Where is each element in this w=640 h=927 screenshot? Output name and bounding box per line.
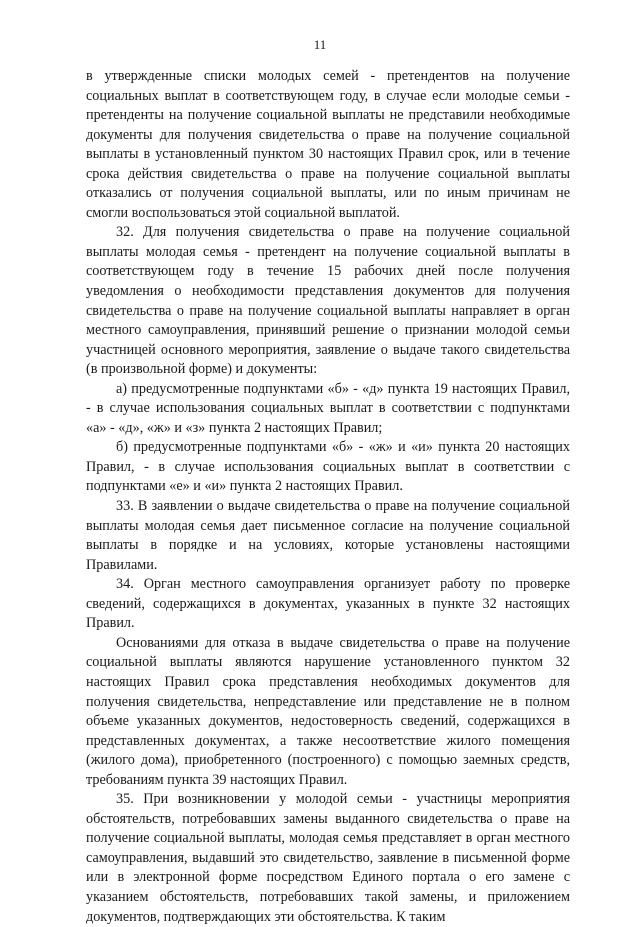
paragraph-clause-32: 32. Для получения свидетельства о праве на получение социальной выплаты молодая семья - претендент на получение социальной выплаты в соответствующем году в течение 15 рабочих дней после получения уведомления о необходимости представления документов для получения свидетельства о праве на получение социальной выплаты направляет в орган местного самоуправления, принявший решение о признании молодой семьи участницей основного мероприятия, заявление о выдаче такого свидетельства (в произвольной форме) и документы: xyxy=(86,224,570,378)
page-number: 11 xyxy=(313,37,327,52)
paragraph-clause-34: 34. Орган местного самоуправления организует работу по проверке сведений, содержащихся в документах, указанных в пункте 32 настоящих Правил. xyxy=(86,576,570,632)
paragraph-refusal-grounds: Основаниями для отказа в выдаче свидетельства о праве на получение социальной выплаты являются нарушение установленного пунктом 32 настоящих Правил срока представления необходимых документов для получения свидетельства, непредставление или представление не в полном объеме указанных документов, недостоверность сведений, содержащихся в представленных документах, а также несоответствие жилого помещения (жилого дома), приобретенного (построенного) с помощью заемных средств, требованиям пункта 39 настоящих Правил. xyxy=(86,634,570,788)
paragraph-clause-35: 35. При возникновении у молодой семьи - участницы мероприятия обстоятельств, потребовавших замены выданного свидетельства о праве на получение социальной выплаты, молодая семья представляет в орган местного самоуправления, выдавший это свидетельство, заявление в письменной форме или в электронной форме посредством Единого портала о его замене с указанием обстоятельств, потребовавших такой замены, и приложением документов, подтверждающих эти обстоятельства. К таким xyxy=(86,791,570,925)
document-body xyxy=(86,67,570,927)
paragraph-clause-33: 33. В заявлении о выдаче свидетельства о праве на получение социальной выплаты молодая семья дает письменное согласие на получение социальной выплаты в порядке и на условиях, которые установлены настоящими Правилами. xyxy=(86,498,570,573)
paragraph-clause-32-a: а) предусмотренные подпунктами «б» - «д» пункта 19 настоящих Правил, - в случае использования социальных выплат в соответствии с подпунктами «а» - «д», «ж» и «з» пункта 2 настоящих Правил; xyxy=(86,380,570,436)
paragraph-continuation: в утвержденные списки молодых семей - претендентов на получение социальных выплат в соответствующем году, в случае если молодые семьи - претенденты на получение социальной выплаты не представили необходимые документы для получения свидетельства о праве на получение социальной выплаты в установленный пунктом 30 настоящих Правил срок, или в течение срока действия свидетельства о праве на получение социальной выплаты отказались от получения социальной выплаты, или по иным причинам не смогли воспользоваться этой социальной выплатой. xyxy=(86,68,570,221)
paragraph-clause-32-b: б) предусмотренные подпунктами «б» - «ж» и «и» пункта 20 настоящих Правил, - в случае использования социальных выплат в соответствии с подпунктами «е» и «и» пункта 2 настоящих Правил. xyxy=(86,439,570,495)
